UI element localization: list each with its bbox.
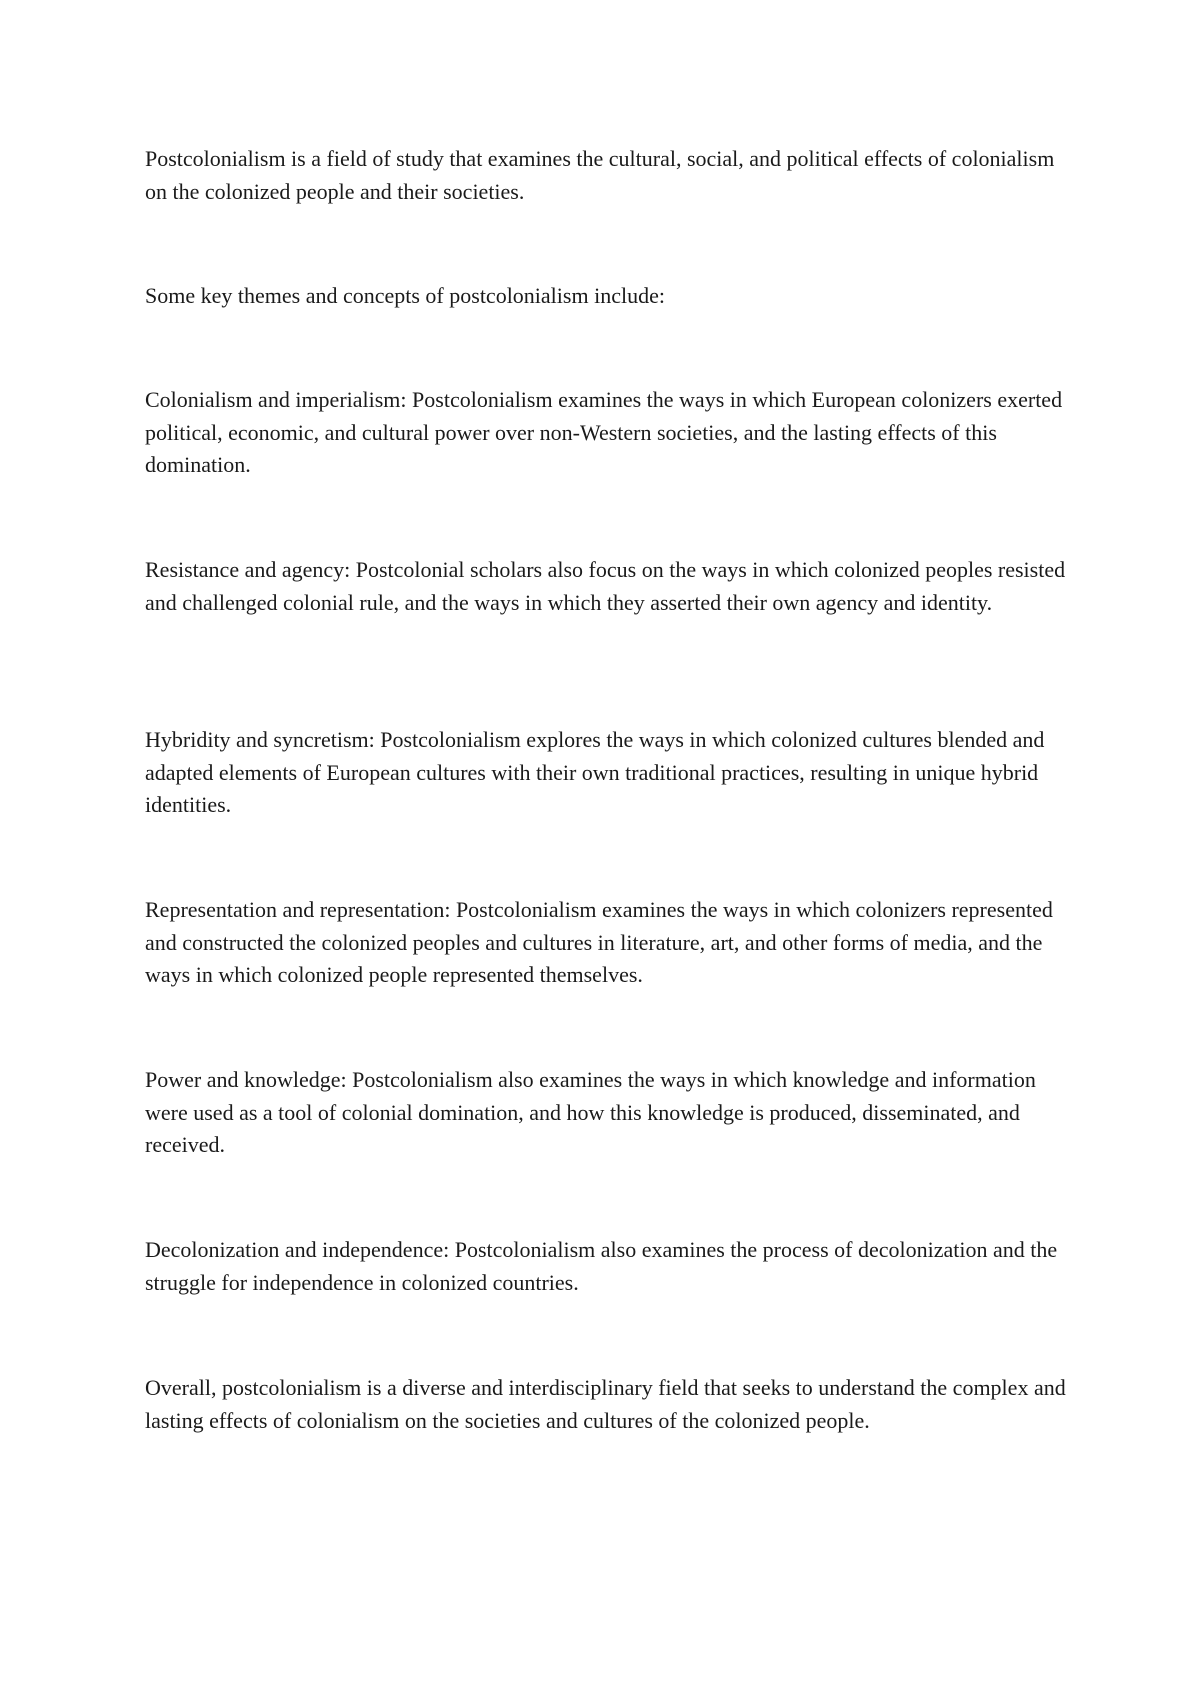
representation-paragraph: Representation and representation: Postcolonialism examines the ways in which colonizers represented and constructed the colonized peoples and cultures in literature, art, and other forms of media, and the ways in which colonized people represented themselves.: [145, 897, 1053, 987]
intro-paragraph: Postcolonialism is a field of study that examines the cultural, social, and political effects of colonialism on the colonized people and their societies.: [145, 146, 1055, 204]
power-knowledge-paragraph: Power and knowledge: Postcolonialism also examines the ways in which knowledge and information were used as a tool of colonial domination, and how this knowledge is produced, disseminated, and received.: [145, 1067, 1036, 1157]
resistance-paragraph: Resistance and agency: Postcolonial scholars also focus on the ways in which colonized peoples resisted and challenged colonial rule, and the ways in which they asserted their own agency and identity.: [145, 557, 1066, 615]
hybridity-paragraph: Hybridity and syncretism: Postcolonialism explores the ways in which colonized cultures blended and adapted elements of European cultures with their own traditional practices, resulting in unique hybrid identities.: [145, 727, 1045, 817]
key-themes-heading: Some key themes and concepts of postcolonialism include:: [145, 283, 665, 308]
colonialism-paragraph: Colonialism and imperialism: Postcolonialism examines the ways in which European colonizers exerted political, economic, and cultural power over non-Western societies, and the lasting effects of this domination.: [145, 387, 1063, 477]
decolonization-paragraph: Decolonization and independence: Postcolonialism also examines the process of decolonization and the struggle for independence in colonized countries.: [145, 1237, 1058, 1295]
conclusion-paragraph: Overall, postcolonialism is a diverse and interdisciplinary field that seeks to understand the complex and lasting effects of colonialism on the societies and cultures of the colonized people.: [145, 1375, 1066, 1433]
